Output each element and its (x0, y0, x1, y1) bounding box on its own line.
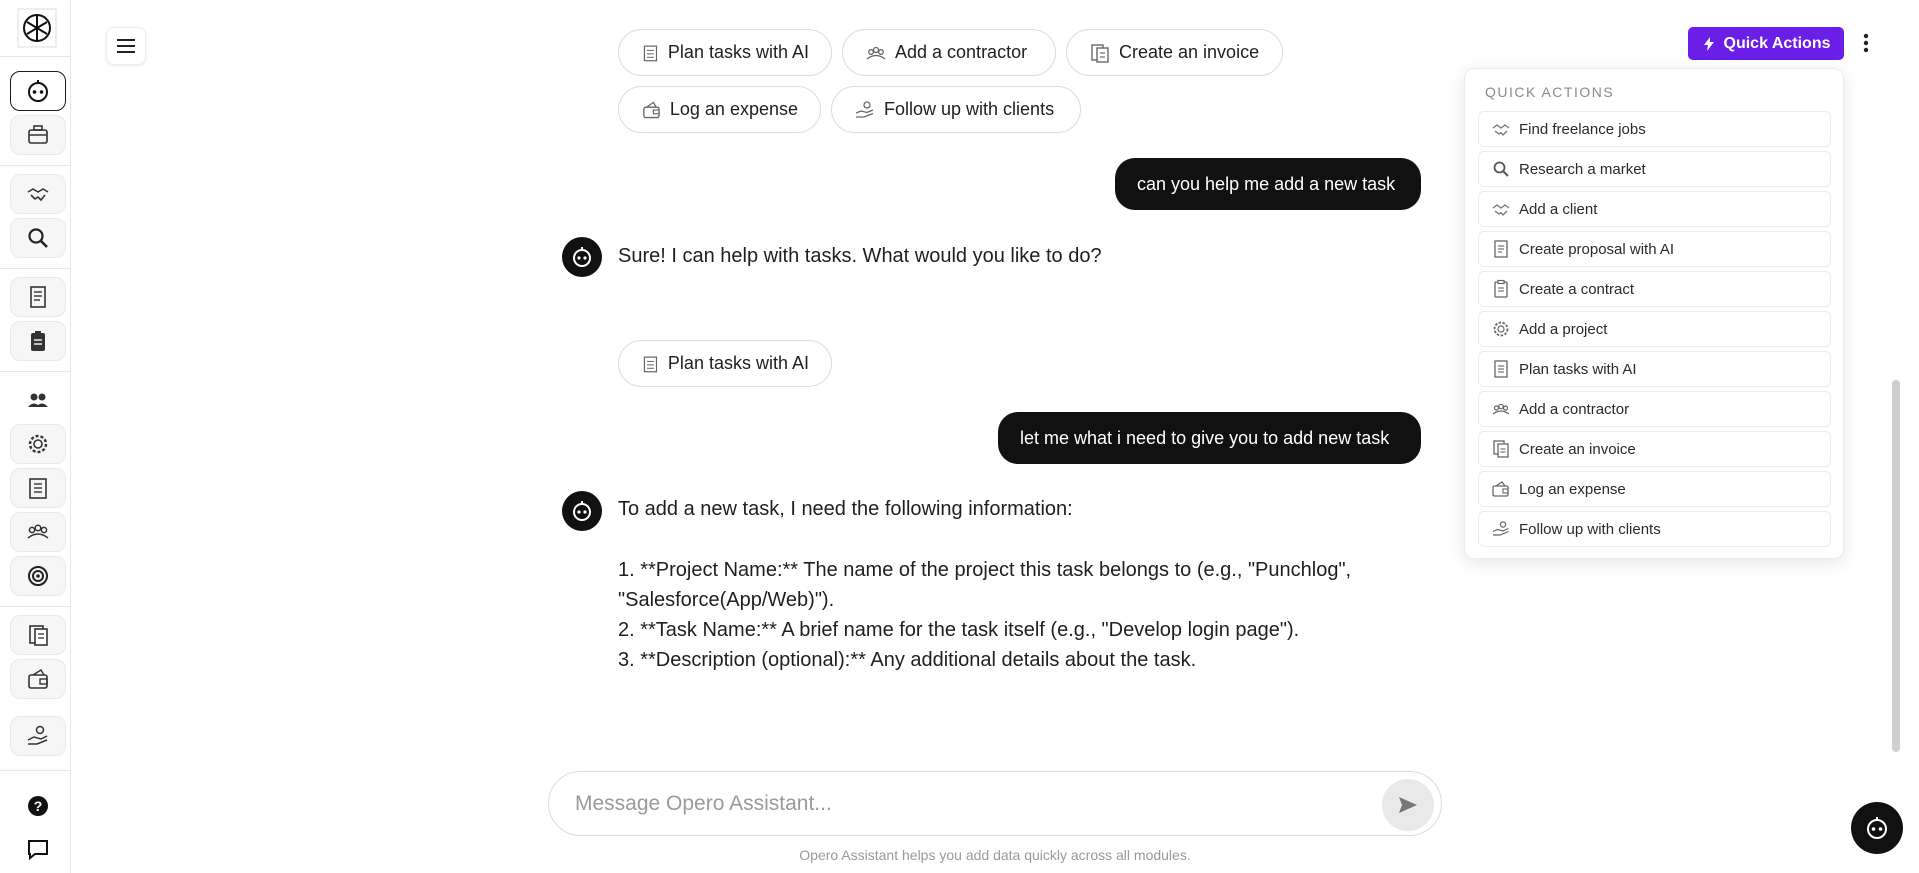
invoice-icon (1089, 42, 1111, 64)
quick-action-create-contract[interactable] (1478, 271, 1831, 307)
assistant-fab-button[interactable] (1851, 802, 1903, 854)
document-icon (25, 284, 51, 310)
chip-label: Add a contractor (895, 42, 1028, 62)
robot-icon (570, 499, 594, 523)
target-icon (25, 563, 51, 589)
more-options-button[interactable] (1858, 28, 1874, 58)
invoice-icon (1491, 439, 1511, 459)
wallet-icon (1491, 479, 1511, 499)
chip-label: Follow up with clients (884, 99, 1055, 119)
briefcase-icon (25, 122, 51, 148)
quick-action-create-invoice[interactable] (1478, 431, 1831, 467)
checklist-icon (25, 475, 51, 501)
search-icon (25, 225, 51, 251)
gear-icon (1491, 319, 1511, 339)
chip-create-invoice[interactable] (1066, 29, 1283, 76)
quick-action-log-expense[interactable] (1478, 471, 1831, 507)
handshake-icon (1491, 199, 1511, 219)
quick-action-label: Add a client (1519, 200, 1598, 218)
sidebar-item-feedback[interactable] (10, 829, 66, 869)
quick-action-add-client[interactable] (1478, 191, 1831, 227)
sidebar-item-jobs[interactable] (10, 115, 66, 155)
hamburger-icon (116, 38, 136, 54)
quick-action-label: Create proposal with AI (1519, 240, 1675, 258)
assistant-message-line: 2. **Task Name:** A brief name for the task itself (e.g., "Develop login page"). (618, 619, 1300, 641)
assistant-message-line: 3. **Description (optional):** Any additional details about the task. (618, 649, 1197, 671)
quick-action-label: Log an expense (1519, 480, 1626, 498)
help-icon (25, 793, 51, 819)
people-icon (25, 387, 51, 413)
quick-action-label: Plan tasks with AI (1519, 360, 1637, 378)
quick-action-add-contractor[interactable] (1478, 391, 1831, 427)
robot-icon (1863, 814, 1891, 842)
user-message: let me what i need to give you to add new task (998, 412, 1421, 464)
checklist-icon (1491, 359, 1511, 379)
lightning-icon (1702, 37, 1716, 51)
sidebar-item-help[interactable] (10, 786, 66, 826)
handshake-icon (25, 181, 51, 207)
sidebar-divider (0, 606, 71, 607)
quick-actions-panel (1464, 68, 1844, 559)
sidebar-divider (0, 165, 71, 166)
quick-action-research-market[interactable] (1478, 151, 1831, 187)
clipboard-icon (25, 328, 51, 354)
gear-icon (25, 431, 51, 457)
sidebar-item-research[interactable] (10, 218, 66, 258)
kebab-icon (1863, 33, 1869, 53)
hand-coin-icon (1491, 519, 1511, 539)
handshake-icon (1491, 119, 1511, 139)
document-icon (1491, 239, 1511, 259)
sidebar-item-followups[interactable] (10, 716, 66, 756)
quick-action-create-proposal[interactable] (1478, 231, 1831, 267)
sidebar-item-goals[interactable] (10, 556, 66, 596)
wallet-icon (25, 666, 51, 692)
sidebar-item-expenses[interactable] (10, 659, 66, 699)
page-scrollbar[interactable] (1892, 380, 1900, 752)
chip-plan-tasks[interactable] (618, 29, 832, 76)
quick-action-label: Research a market (1519, 160, 1646, 178)
team-icon (1491, 399, 1511, 419)
checklist-icon (641, 42, 660, 64)
sidebar-item-projects[interactable] (10, 424, 66, 464)
send-icon (1397, 794, 1419, 816)
chip-label: Log an expense (669, 99, 798, 119)
sidebar-item-assistant[interactable] (10, 71, 66, 111)
message-input[interactable] (575, 784, 1355, 824)
sidebar (0, 0, 71, 873)
quick-action-find-freelance-jobs[interactable] (1478, 111, 1831, 147)
hand-coin-icon (25, 723, 51, 749)
sidebar-divider (0, 268, 71, 269)
message-composer (548, 771, 1442, 836)
quick-action-label: Create a contract (1519, 280, 1635, 298)
chip-add-contractor[interactable] (842, 29, 1056, 76)
chip-log-expense[interactable] (618, 86, 821, 133)
robot-icon (570, 245, 594, 269)
quick-action-follow-up-clients[interactable] (1478, 511, 1831, 547)
quick-action-label: Create an invoice (1519, 440, 1636, 458)
chat-icon (25, 836, 51, 862)
chip-label: Plan tasks with AI (667, 42, 809, 62)
composer-footnote: Opero Assistant helps you add data quickly across all modules. (799, 847, 1191, 863)
quick-action-plan-tasks[interactable] (1478, 351, 1831, 387)
sidebar-divider (0, 770, 71, 771)
svg-text:?: ? (33, 798, 43, 814)
sidebar-item-contracts[interactable] (10, 321, 66, 361)
invoice-icon (25, 622, 51, 648)
sidebar-item-people[interactable] (10, 380, 66, 420)
chip-plan-tasks-suggestion[interactable] (618, 340, 832, 387)
robot-icon (25, 78, 51, 104)
assistant-message: Sure! I can help with tasks. What would you like to do? (618, 245, 1102, 267)
checklist-icon (641, 353, 660, 375)
hand-coin-icon (854, 99, 876, 121)
assistant-avatar (562, 237, 602, 277)
assistant-message-line: 1. **Project Name:** The name of the project this task belongs to (e.g., "Punchlog", (618, 559, 1352, 581)
send-button[interactable] (1382, 779, 1434, 831)
team-icon (25, 519, 51, 545)
assistant-message-intro: To add a new task, I need the following information: (618, 498, 1073, 520)
quick-action-add-project[interactable] (1478, 311, 1831, 347)
sidebar-divider (0, 56, 71, 57)
user-message: can you help me add a new task (1115, 158, 1421, 210)
chip-label: Create an invoice (1119, 42, 1260, 62)
quick-actions-heading: QUICK ACTIONS (1485, 84, 1615, 100)
team-icon (865, 42, 887, 64)
menu-toggle-button[interactable] (106, 27, 146, 65)
contract-icon (1491, 279, 1511, 299)
quick-action-label: Add a project (1519, 320, 1608, 338)
quick-actions-label: Quick Actions (1723, 34, 1831, 52)
sidebar-item-contractors[interactable] (10, 512, 66, 552)
search-icon (1491, 159, 1511, 179)
sidebar-divider (0, 371, 71, 372)
quick-action-label: Find freelance jobs (1519, 120, 1646, 138)
sidebar-item-invoices[interactable] (10, 615, 66, 655)
sidebar-item-tasks[interactable] (10, 468, 66, 508)
assistant-message-line: "Salesforce(App/Web)"). (618, 589, 835, 611)
quick-action-label: Add a contractor (1519, 400, 1630, 418)
chip-label: Plan tasks with AI (667, 353, 809, 373)
opero-logo-icon[interactable] (15, 8, 59, 48)
sidebar-item-clients[interactable] (10, 174, 66, 214)
quick-actions-button[interactable] (1688, 27, 1844, 60)
sidebar-item-proposals[interactable] (10, 277, 66, 317)
assistant-avatar (562, 491, 602, 531)
chip-follow-up[interactable] (831, 86, 1081, 133)
quick-action-label: Follow up with clients (1519, 520, 1661, 538)
wallet-icon (641, 99, 662, 121)
